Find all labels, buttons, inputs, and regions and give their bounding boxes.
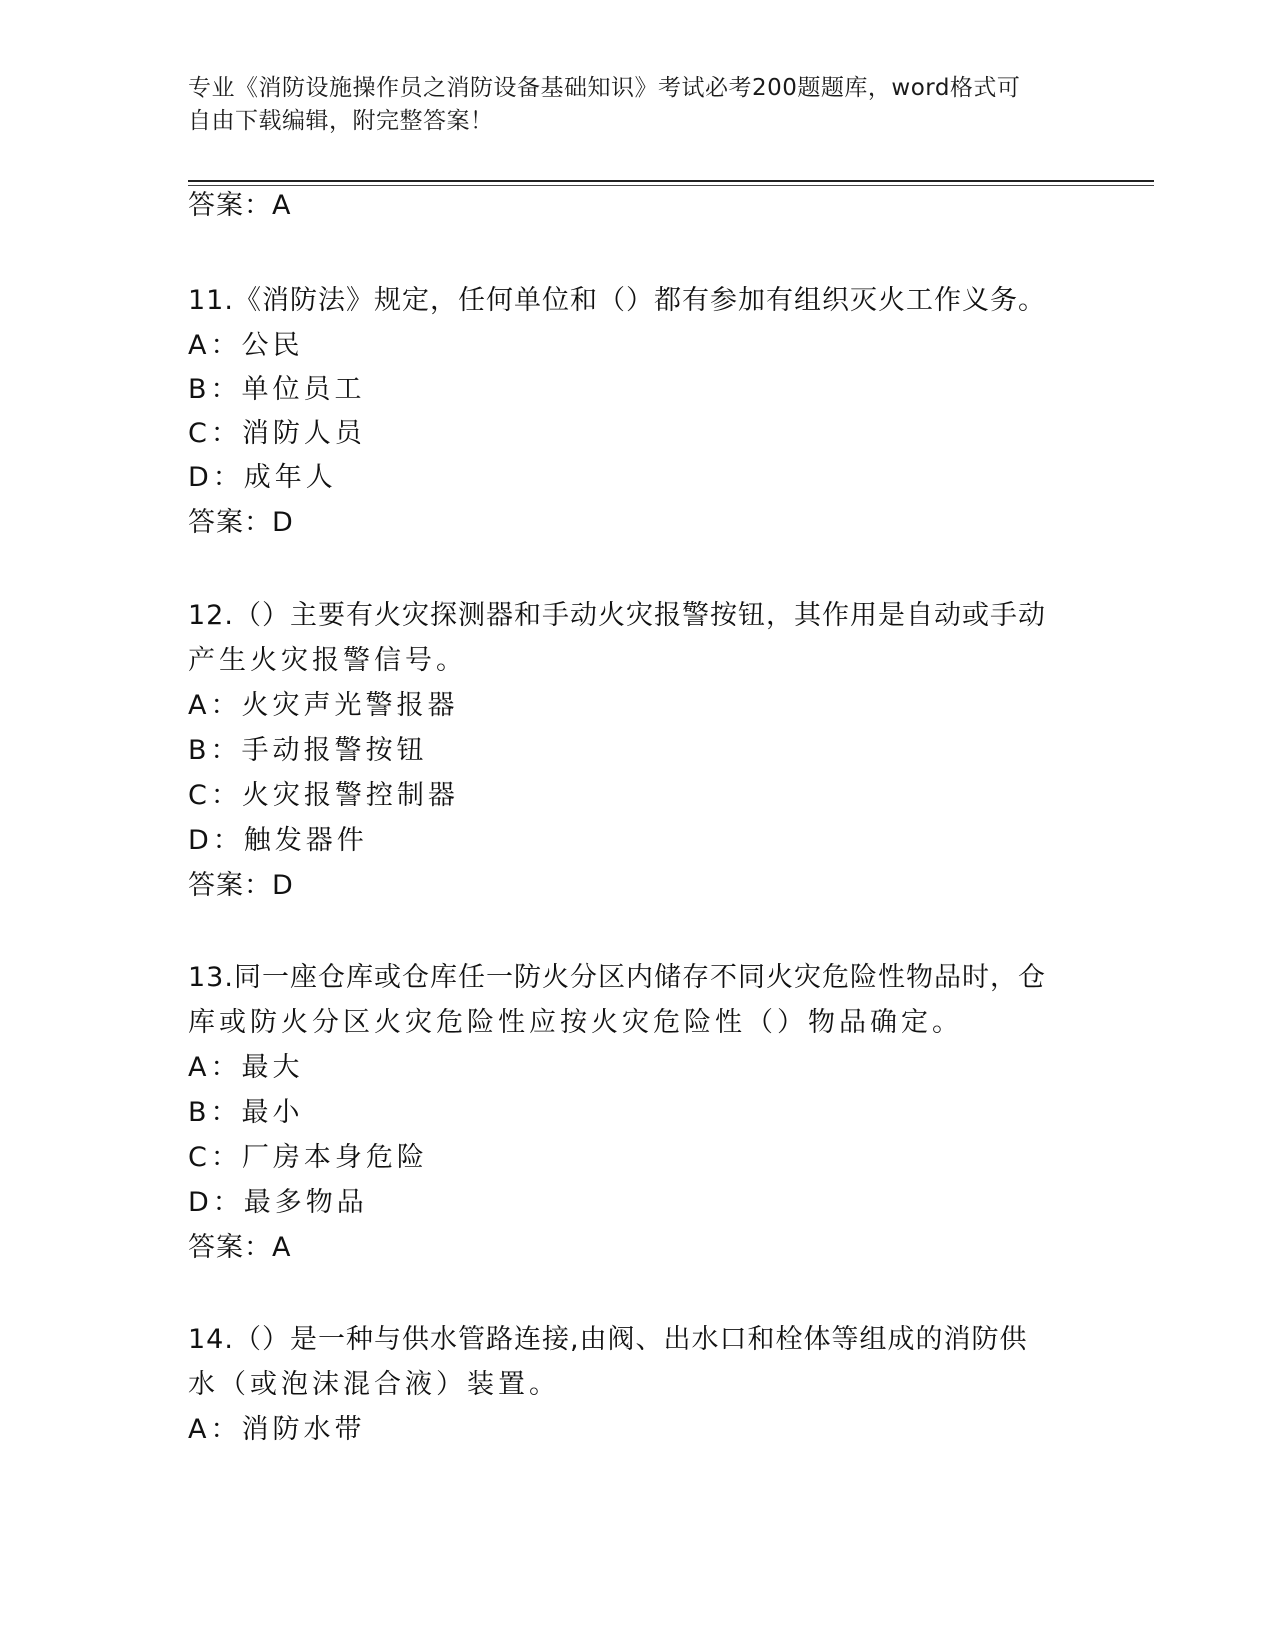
answer-label: 答案：D bbox=[188, 507, 294, 538]
question-stem: 13.同一座仓库或仓库任一防火分区内储存不同火灾危险性物品时，仓 bbox=[188, 962, 1046, 993]
question-stem-continued: 库或防火分区火灾危险性应按火灾危险性（）物品确定。 bbox=[188, 1007, 963, 1038]
option-d: D：成年人 bbox=[188, 462, 337, 493]
option-a: A：火灾声光警报器 bbox=[188, 690, 459, 721]
question-stem-continued: 产生火灾报警信号。 bbox=[188, 645, 467, 676]
option-b: B：最小 bbox=[188, 1097, 304, 1128]
header-line-1: 专业《消防设施操作员之消防设备基础知识》考试必考200题题库，word格式可 bbox=[188, 75, 1021, 101]
question-stem: 11.《消防法》规定，任何单位和（）都有参加有组织灭火工作义务。 bbox=[188, 285, 1046, 316]
question-stem: 12.（）主要有火灾探测器和手动火灾报警按钮，其作用是自动或手动 bbox=[188, 600, 1046, 631]
answer-label: 答案：D bbox=[188, 870, 294, 901]
option-d: D：触发器件 bbox=[188, 825, 368, 856]
header-divider-thin bbox=[188, 185, 1154, 186]
option-c: C：消防人员 bbox=[188, 418, 366, 449]
option-a: A：最大 bbox=[188, 1052, 304, 1083]
option-d: D：最多物品 bbox=[188, 1187, 368, 1218]
option-c: C：厂房本身危险 bbox=[188, 1142, 428, 1173]
option-b: B：单位员工 bbox=[188, 374, 366, 405]
header-divider-thick bbox=[188, 180, 1154, 182]
option-c: C：火灾报警控制器 bbox=[188, 780, 459, 811]
option-a: A：消防水带 bbox=[188, 1414, 366, 1445]
option-a: A：公民 bbox=[188, 330, 304, 361]
document-header bbox=[188, 72, 1068, 138]
answer-label: 答案：A bbox=[188, 190, 292, 221]
question-stem: 14.（）是一种与供水管路连接,由阀、出水口和栓体等组成的消防供 bbox=[188, 1324, 1028, 1355]
answer-label: 答案：A bbox=[188, 1232, 292, 1263]
question-stem-continued: 水（或泡沫混合液）装置。 bbox=[188, 1369, 560, 1400]
option-b: B：手动报警按钮 bbox=[188, 735, 428, 766]
header-line-2: 自由下载编辑，附完整答案！ bbox=[188, 108, 494, 134]
